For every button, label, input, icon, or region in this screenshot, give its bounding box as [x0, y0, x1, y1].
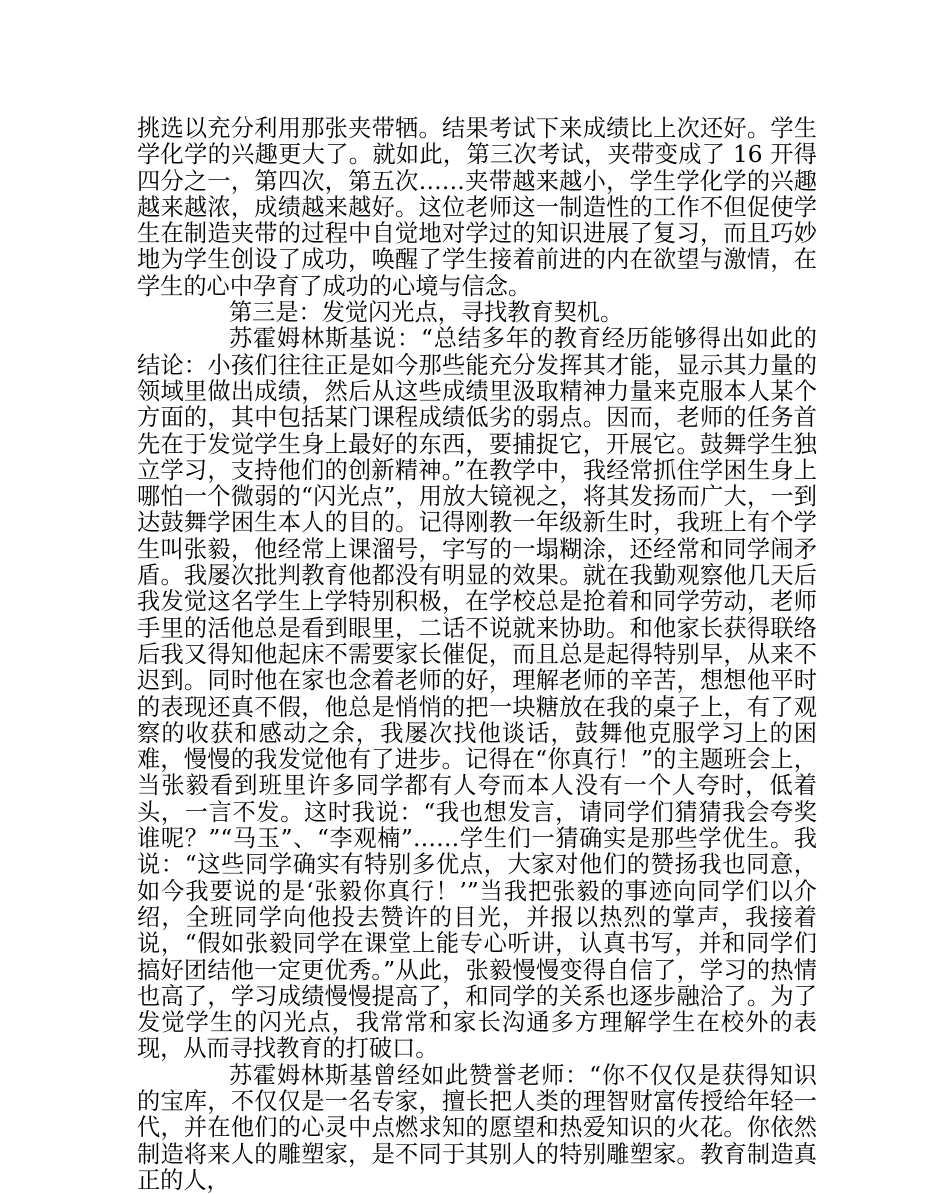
section-heading-paragraph: 第三是：发觉闪光点，寻找教育契机。	[229, 299, 624, 327]
paragraph-4: 苏霍姆林斯基曾经如此赞誉老师：“你不仅仅是获得知识的宝库，不仅仅是一名专家，擅长把人类的理智财富传授给年轻一代，并在他们的心灵中点燃求知的愿望和热爱知识的火花。你依然制造将来人的雕塑家，是不同于其别人的特别雕塑家。教育制造真正的人，	[137, 1061, 817, 1194]
paragraph-3: 苏霍姆林斯基说：“总结多年的教育经历能够得出如此的结论：小孩们往往正是如今那些能充分发挥其才能，显示其力量的领域里做出成绩，然后从这些成绩里汲取精神力量来克服本人某个方面的，其中包括某门课程成绩低劣的弱点。因而，老师的任务首先在于发觉学生身上最好的东西，要捕捉它，开展它。鼓舞学生独立学习，支持他们的创新精神。”在教学中，我经常抓住学困生身上哪怕一个微弱的“闪光点”，用放大镜视之，将其发扬而广大，一到达鼓舞学困生本人的目的。记得刚教一年级新生时，我班上有个学生叫张毅，他经常上课溜号，字写的一塌糊涂，还经常和同学闹矛盾。我屡次批判教育他都没有明显的效果。就在我勤观察他几天后我发觉这名学生上学特别积极，在学校总是抢着和同学劳动，老师手里的活他总是看到眼里，二话不说就来协助。和他家长获得联络后我又得知他起床不需要家长催促，而且总是起得特别早，从来不迟到。同时他在家也念着老师的好，理解老师的辛苦，想想他平时的表现还真不假，他总是悄悄的把一块糖放在我的桌子上，有了观察的收获和感动之余，我屡次找他谈话，鼓舞他克服学习上的困难，慢慢的我发觉他有了进步。记得在“你真行！”的主题班会上，当张毅看到班里许多同学都有人夸而本人没有一个人夸时，低着头，一言不发。这时我说：“我也想发言，请同学们猜猜我会夸奖谁呢？”“马玉”、“李观楠”……学生们一猜确实是那些学优生。我说：“这些同学确实有特别多优点，大家对他们的赞扬我也同意，如今我要说的是‘张毅你真行！’”当我把张毅的事迹向同学们以介绍，全班同学向他投去赞许的目光，并报以热烈的掌声，我接着说，“假如张毅同学在课堂上能专心听讲，认真书写，并和同学们搞好团结他一定更优秀。”从此，张毅慢慢变得自信了，学习的热情也高了，学习成绩慢慢提高了，和同学的关系也逐步融洽了。为了发觉学生的闪光点，我常常和家长沟通多方理解学生在校外的表现，从而寻找教育的打破口。	[137, 325, 817, 1063]
paragraph-1: 挑选以充分利用那张夹带牺。结果考试下来成绩比上次还好。学生学化学的兴趣更大了。就如此，第三次考试，夹带变成了 16 开得四分之一，第四次，第五次……夹带越来越小，学生学化学的兴趣越来越浓，成绩越来越好。这位老师这一制造性的工作不但促使学生在制造夹带的过程中自觉地对学过的知识进展了复习，而且巧妙地为学生创设了成功，唤醒了学生接着前进的内在欲望与激情，在学生的心中孕育了成功的心境与信念。	[137, 115, 817, 300]
document-page	[137, 116, 817, 1194]
